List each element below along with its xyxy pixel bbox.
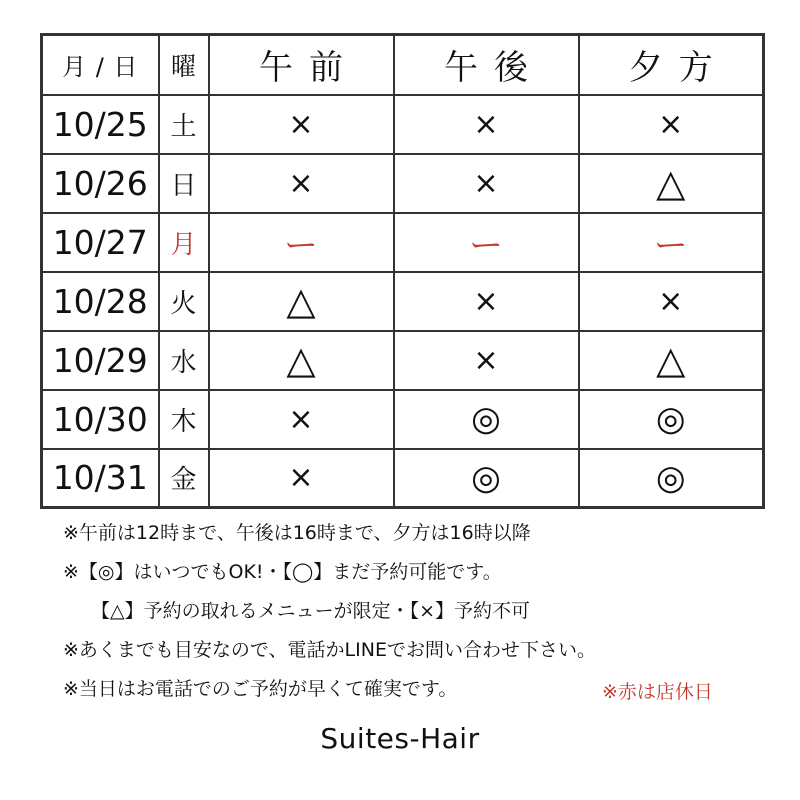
weekday-cell: 水 bbox=[159, 331, 209, 390]
morning-availability-cell: △ bbox=[209, 331, 394, 390]
morning-availability-cell: × bbox=[209, 154, 394, 213]
table-row bbox=[42, 213, 764, 272]
evening-availability-cell: × bbox=[579, 272, 764, 331]
evening-availability-cell: × bbox=[579, 95, 764, 154]
date-cell: 10/31 bbox=[42, 449, 159, 508]
note-hours: ※午前は12時まで、午後は16時まで、夕方は16時以降 bbox=[63, 522, 531, 544]
date-cell: 10/25 bbox=[42, 95, 159, 154]
evening-column-header: 夕方 bbox=[579, 35, 764, 95]
weekday-cell: 土 bbox=[159, 95, 209, 154]
date-cell: 10/30 bbox=[42, 390, 159, 449]
afternoon-column-header: 午後 bbox=[394, 35, 579, 95]
date-cell: 10/26 bbox=[42, 154, 159, 213]
table-row bbox=[42, 272, 764, 331]
afternoon-availability-cell: ◎ bbox=[394, 449, 579, 508]
weekday-column-header: 曜 bbox=[159, 35, 209, 95]
afternoon-availability-cell: × bbox=[394, 95, 579, 154]
note-contact: ※あくまでも目安なので、電話かLINEでお問い合わせ下さい。 bbox=[63, 639, 596, 661]
weekday-cell: 金 bbox=[159, 449, 209, 508]
date-cell: 10/28 bbox=[42, 272, 159, 331]
morning-column-header: 午前 bbox=[209, 35, 394, 95]
table-row bbox=[42, 95, 764, 154]
evening-availability-cell: △ bbox=[579, 331, 764, 390]
note-legend-available: ※【◎】はいつでもOK!・【◯】まだ予約可能です。 bbox=[63, 561, 502, 583]
closed-day-note: ※赤は店休日 bbox=[602, 681, 713, 703]
afternoon-availability-cell: ◎ bbox=[394, 390, 579, 449]
morning-availability-cell: × bbox=[209, 390, 394, 449]
afternoon-availability-cell: × bbox=[394, 272, 579, 331]
schedule-table bbox=[40, 33, 765, 509]
header-row bbox=[42, 35, 764, 95]
afternoon-availability-cell: × bbox=[394, 331, 579, 390]
evening-availability-cell: ◎ bbox=[579, 449, 764, 508]
weekday-cell: 月 bbox=[159, 213, 209, 272]
table-row bbox=[42, 449, 764, 508]
table-row bbox=[42, 154, 764, 213]
morning-availability-cell: △ bbox=[209, 272, 394, 331]
weekday-cell: 木 bbox=[159, 390, 209, 449]
evening-availability-cell: ー bbox=[579, 213, 764, 272]
afternoon-availability-cell: ー bbox=[394, 213, 579, 272]
evening-availability-cell: △ bbox=[579, 154, 764, 213]
afternoon-availability-cell: × bbox=[394, 154, 579, 213]
note-same-day: ※当日はお電話でのご予約が早くて確実です。 bbox=[63, 678, 458, 700]
morning-availability-cell: × bbox=[209, 95, 394, 154]
date-cell: 10/27 bbox=[42, 213, 159, 272]
weekday-cell: 日 bbox=[159, 154, 209, 213]
morning-availability-cell: ー bbox=[209, 213, 394, 272]
table-row bbox=[42, 390, 764, 449]
weekday-cell: 火 bbox=[159, 272, 209, 331]
morning-availability-cell: × bbox=[209, 449, 394, 508]
date-column-header: 月 / 日 bbox=[42, 35, 159, 95]
table-row bbox=[42, 331, 764, 390]
note-legend-limited: 【△】予約の取れるメニューが限定・【×】予約不可 bbox=[91, 600, 531, 622]
evening-availability-cell: ◎ bbox=[579, 390, 764, 449]
date-cell: 10/29 bbox=[42, 331, 159, 390]
brand-name: Suites-Hair bbox=[320, 722, 480, 755]
